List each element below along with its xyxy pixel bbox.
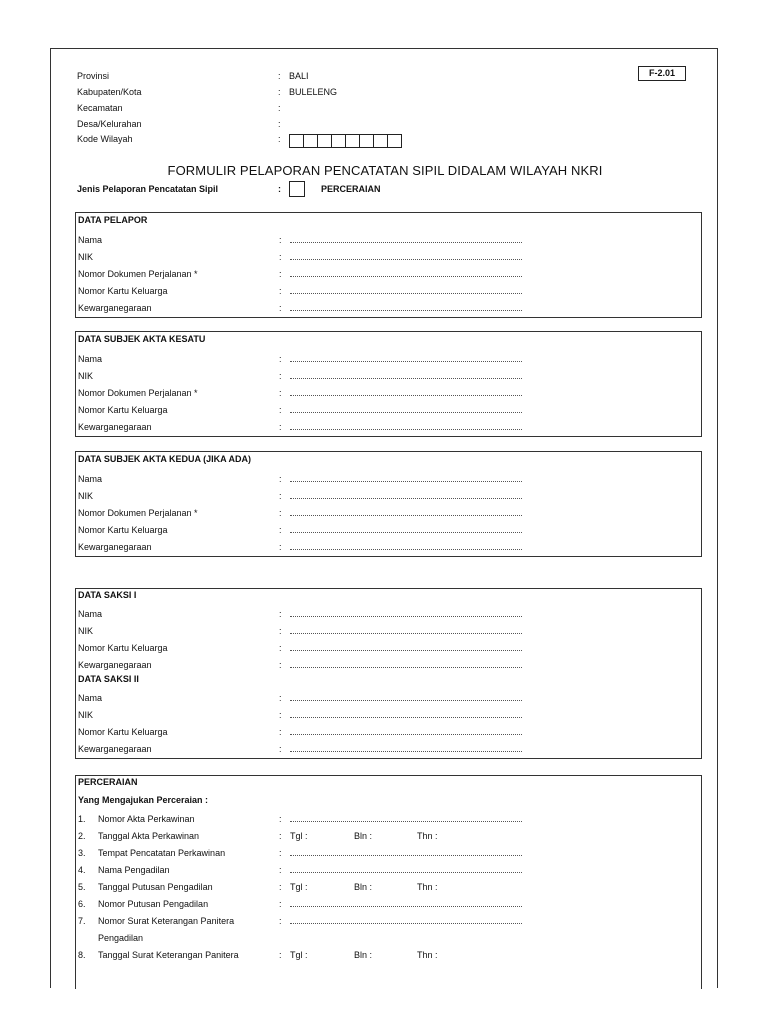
colon: : (279, 814, 282, 824)
saksi-i-title: DATA SAKSI I (78, 590, 137, 600)
form-title: FORMULIR PELAPORAN PENCATATAN SIPIL DIDALAM WILAYAH NKRI (167, 163, 603, 178)
provinsi-value[interactable]: BALI (289, 71, 309, 81)
tanggal-surat-keterangan-panitera-label: Tanggal Surat Keterangan Panitera (98, 950, 239, 960)
nik-label: NIK (78, 491, 94, 501)
tgl-field[interactable]: Tgl : (290, 882, 308, 892)
kode-wilayah-cell[interactable] (373, 134, 388, 148)
section-title: DATA SUBJEK AKTA KEDUA (JIKA ADA) (78, 454, 251, 464)
kode-wilayah-label: Kode Wilayah (77, 134, 133, 144)
colon: : (279, 727, 282, 737)
colon: : (279, 899, 282, 909)
saksi-ii-nomor-kartu-keluarga-label: Nomor Kartu Keluarga (78, 727, 168, 737)
kewarganegaraan-input[interactable] (290, 429, 522, 430)
nik-label: NIK (78, 252, 94, 262)
saksi-i-nomor-kartu-keluarga-label: Nomor Kartu Keluarga (78, 643, 168, 653)
section-title: DATA PELAPOR (78, 215, 148, 225)
thn-field[interactable]: Thn : (417, 882, 438, 892)
kode-wilayah-cell[interactable] (345, 134, 360, 148)
nomor-dokumen-perjalanan-input[interactable] (290, 395, 522, 396)
nama-label: Nama (78, 235, 103, 245)
nomor-dokumen-perjalanan-label: Nomor Dokumen Perjalanan * (78, 508, 198, 518)
item-number: 2. (78, 831, 86, 841)
nama-input[interactable] (290, 361, 522, 362)
item-number: 4. (78, 865, 86, 875)
tgl-field[interactable]: Tgl : (290, 950, 308, 960)
saksi-ii-nama-label: Nama (78, 693, 103, 703)
kode-wilayah-cell[interactable] (331, 134, 346, 148)
desa-label: Desa/Kelurahan (77, 119, 142, 129)
nomor-dokumen-perjalanan-label: Nomor Dokumen Perjalanan * (78, 269, 198, 279)
nik-label: NIK (78, 371, 94, 381)
nomor-putusan-pengadilan-label: Nomor Putusan Pengadilan (98, 899, 209, 909)
nomor-akta-perkawinan-input[interactable] (290, 821, 522, 822)
kode-wilayah-cell[interactable] (317, 134, 332, 148)
saksi-ii-nik-input[interactable] (290, 717, 522, 718)
colon: : (279, 235, 282, 245)
jenis-value: PERCERAIAN (321, 184, 381, 194)
nomor-kartu-keluarga-label: Nomor Kartu Keluarga (78, 405, 168, 415)
nomor-kartu-keluarga-label: Nomor Kartu Keluarga (78, 525, 168, 535)
colon: : (279, 508, 282, 518)
kode-wilayah-cell[interactable] (359, 134, 374, 148)
bln-field[interactable]: Bln : (354, 831, 373, 841)
tempat-pencatatan-perkawinan-label: Tempat Pencatatan Perkawinan (98, 848, 226, 858)
colon: : (279, 831, 282, 841)
colon: : (279, 950, 282, 960)
colon: : (279, 710, 282, 720)
saksi-i-nama-label: Nama (78, 609, 103, 619)
saksi-i-kewarganegaraan-label: Kewarganegaraan (78, 660, 152, 670)
nomor-dokumen-perjalanan-input[interactable] (290, 515, 522, 516)
nomor-surat-keterangan-panitera-input[interactable] (290, 923, 522, 924)
colon: : (279, 474, 282, 484)
section-saksi (75, 588, 702, 759)
saksi-i-nik-label: NIK (78, 626, 94, 636)
saksi-ii-kewarganegaraan-input[interactable] (290, 751, 522, 752)
saksi-ii-nomor-kartu-keluarga-input[interactable] (290, 734, 522, 735)
colon: : (279, 286, 282, 296)
colon: : (279, 693, 282, 703)
colon: : (279, 491, 282, 501)
nomor-dokumen-perjalanan-input[interactable] (290, 276, 522, 277)
saksi-i-nik-input[interactable] (290, 633, 522, 634)
tanggal-akta-perkawinan-label: Tanggal Akta Perkawinan (98, 831, 200, 841)
saksi-i-nomor-kartu-keluarga-input[interactable] (290, 650, 522, 651)
colon: : (279, 525, 282, 535)
nomor-kartu-keluarga-input[interactable] (290, 412, 522, 413)
jenis-label: Jenis Pelaporan Pencatatan Sipil (77, 184, 219, 194)
thn-field[interactable]: Thn : (417, 950, 438, 960)
tgl-field[interactable]: Tgl : (290, 831, 308, 841)
bln-field[interactable]: Bln : (354, 882, 373, 892)
kewarganegaraan-label: Kewarganegaraan (78, 542, 152, 552)
pengadilan-label: Pengadilan (98, 933, 144, 943)
colon: : (278, 87, 281, 97)
colon: : (279, 660, 282, 670)
colon: : (279, 916, 282, 926)
colon: : (279, 865, 282, 875)
nik-input[interactable] (290, 498, 522, 499)
nomor-kartu-keluarga-input[interactable] (290, 532, 522, 533)
nomor-kartu-keluarga-input[interactable] (290, 293, 522, 294)
kabupaten-label: Kabupaten/Kota (77, 87, 142, 97)
nomor-akta-perkawinan-label: Nomor Akta Perkawinan (98, 814, 195, 824)
nama-pengadilan-input[interactable] (290, 872, 522, 873)
nama-label: Nama (78, 474, 103, 484)
colon: : (278, 71, 281, 81)
item-number: 3. (78, 848, 86, 858)
perceraian-subtitle: Yang Mengajukan Perceraian : (78, 795, 209, 805)
colon: : (279, 405, 282, 415)
colon: : (279, 609, 282, 619)
section-subjek-kedua (75, 451, 702, 557)
colon: : (278, 103, 281, 113)
tempat-pencatatan-perkawinan-input[interactable] (290, 855, 522, 856)
colon: : (279, 422, 282, 432)
item-number: 5. (78, 882, 86, 892)
kode-wilayah-cell[interactable] (387, 134, 402, 148)
nama-label: Nama (78, 354, 103, 364)
kewarganegaraan-input[interactable] (290, 549, 522, 550)
saksi-ii-nama-input[interactable] (290, 700, 522, 701)
item-number: 7. (78, 916, 86, 926)
colon: : (279, 882, 282, 892)
jenis-checkbox[interactable] (289, 181, 305, 197)
colon: : (279, 626, 282, 636)
colon: : (279, 848, 282, 858)
item-number: 8. (78, 950, 86, 960)
item-number: 6. (78, 899, 86, 909)
section-perceraian (75, 775, 702, 989)
form-page (50, 48, 718, 988)
colon: : (278, 119, 281, 129)
saksi-i-kewarganegaraan-input[interactable] (290, 667, 522, 668)
kode-wilayah-cell[interactable] (289, 134, 304, 148)
colon: : (278, 184, 281, 194)
kabupaten-value[interactable]: BULELENG (289, 87, 338, 97)
colon: : (279, 643, 282, 653)
colon: : (279, 371, 282, 381)
nomor-dokumen-perjalanan-label: Nomor Dokumen Perjalanan * (78, 388, 198, 398)
nama-pengadilan-label: Nama Pengadilan (98, 865, 170, 875)
bln-field[interactable]: Bln : (354, 950, 373, 960)
section-pelapor (75, 212, 702, 318)
nama-input[interactable] (290, 242, 522, 243)
perceraian-title: PERCERAIAN (78, 777, 138, 787)
nik-input[interactable] (290, 259, 522, 260)
kewarganegaraan-label: Kewarganegaraan (78, 422, 152, 432)
thn-field[interactable]: Thn : (417, 831, 438, 841)
colon: : (279, 252, 282, 262)
colon: : (279, 303, 282, 313)
colon: : (279, 388, 282, 398)
section-subjek-kesatu (75, 331, 702, 437)
section-title: DATA SUBJEK AKTA KESATU (78, 334, 206, 344)
kode-wilayah-cells[interactable] (289, 134, 401, 148)
nomor-putusan-pengadilan-input[interactable] (290, 906, 522, 907)
saksi-ii-kewarganegaraan-label: Kewarganegaraan (78, 744, 152, 754)
colon: : (278, 134, 281, 144)
tanggal-putusan-pengadilan-label: Tanggal Putusan Pengadilan (98, 882, 213, 892)
colon: : (279, 269, 282, 279)
colon: : (279, 354, 282, 364)
colon: : (279, 542, 282, 552)
saksi-i-nama-input[interactable] (290, 616, 522, 617)
form-code: F-2.01 (638, 66, 686, 81)
provinsi-label: Provinsi (77, 71, 110, 81)
item-number: 1. (78, 814, 86, 824)
colon: : (279, 744, 282, 754)
saksi-ii-title: DATA SAKSI II (78, 674, 139, 684)
kode-wilayah-cell[interactable] (303, 134, 318, 148)
kewarganegaraan-input[interactable] (290, 310, 522, 311)
nomor-surat-keterangan-panitera-label: Nomor Surat Keterangan Panitera (98, 916, 235, 926)
nama-input[interactable] (290, 481, 522, 482)
saksi-ii-nik-label: NIK (78, 710, 94, 720)
nik-input[interactable] (290, 378, 522, 379)
kecamatan-label: Kecamatan (77, 103, 123, 113)
nomor-kartu-keluarga-label: Nomor Kartu Keluarga (78, 286, 168, 296)
kewarganegaraan-label: Kewarganegaraan (78, 303, 152, 313)
